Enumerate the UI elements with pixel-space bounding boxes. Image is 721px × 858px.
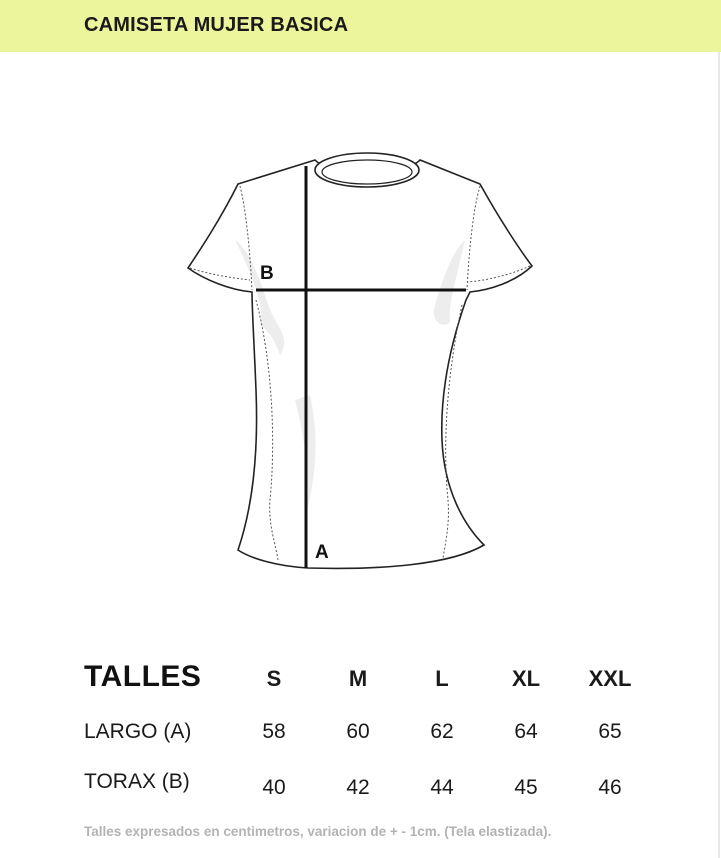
size-xl: XL xyxy=(511,666,541,691)
row-label: LARGO (A) xyxy=(84,720,192,743)
table-cell: 64 xyxy=(514,720,538,743)
size-m: M xyxy=(348,666,368,691)
tshirt-diagram xyxy=(180,140,540,580)
header-bar xyxy=(0,0,721,52)
size-table-header xyxy=(0,660,721,700)
table-cell: 46 xyxy=(598,776,622,799)
talles-heading: TALLES xyxy=(84,660,202,693)
table-cell: 44 xyxy=(430,776,454,799)
table-row-torax xyxy=(0,770,721,810)
table-row-largo xyxy=(0,720,721,760)
label-a: A xyxy=(315,542,329,563)
size-s: S xyxy=(266,666,282,691)
table-cell: 60 xyxy=(346,720,370,743)
label-b: B xyxy=(260,263,274,284)
table-cell: 40 xyxy=(262,776,286,799)
size-xxl: XXL xyxy=(588,666,632,691)
collar-inner xyxy=(322,160,412,184)
side-seams xyxy=(190,186,530,560)
row-label: TORAX (B) xyxy=(84,770,190,793)
table-cell: 45 xyxy=(514,776,538,799)
size-l: L xyxy=(435,666,449,691)
table-cell: 58 xyxy=(262,720,286,743)
table-cell: 62 xyxy=(430,720,454,743)
table-cell: 42 xyxy=(346,776,370,799)
footnote: Talles expresados en centimetros, variacion de + - 1cm. (Tela elastizada). xyxy=(84,824,552,839)
shirt-outline xyxy=(188,160,532,568)
page-title: CAMISETA MUJER BASICA xyxy=(84,14,349,36)
table-cell: 65 xyxy=(598,720,622,743)
